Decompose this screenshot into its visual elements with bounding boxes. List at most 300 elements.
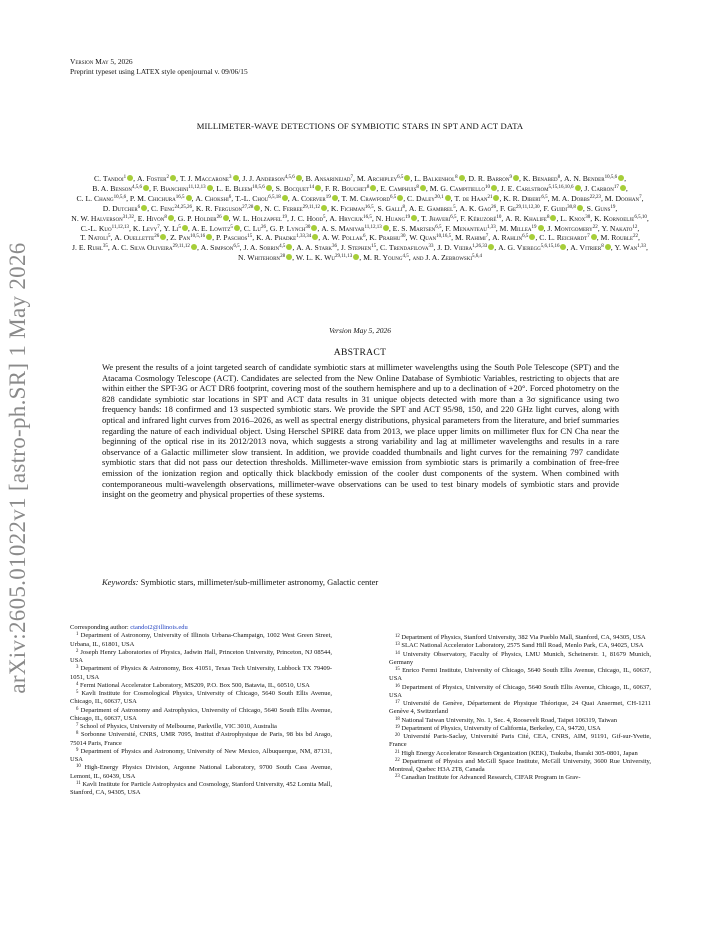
affiliation-text: Department of Physics, University of California, Berkeley, CA, 94720, USA — [401, 724, 601, 732]
affiliation-number: 12 — [395, 634, 400, 639]
author-affiliation-marks: 30,8 — [567, 204, 576, 210]
author-name — [71, 214, 134, 223]
author-affiliation-marks: 10,5,6 — [252, 184, 265, 190]
author-name-text: C. Feng — [151, 203, 175, 213]
author-name — [178, 214, 229, 223]
author-name — [292, 194, 338, 203]
author-affiliation-marks: 1 — [123, 175, 127, 180]
affiliation-number: 22 — [395, 757, 400, 763]
affiliations-left-column — [70, 624, 332, 797]
author-name-text: K. R. Ferguson — [195, 203, 243, 213]
author-affiliation-marks: 29,11,12,30 — [516, 204, 540, 210]
author-affiliation-marks: 11,12,13 — [188, 184, 206, 190]
affiliation-text: Department of Astronomy and Astrophysics, University of Chicago, 5640 South Ellis Avenue, Chicago, IL, 60637, USA — [70, 706, 333, 722]
affiliation-text: High Energy Accelerator Research Organization (KEK), Tsukuba, Ibaraki 305-0801, Japan — [401, 749, 638, 757]
author-affiliation-marks: 15 — [247, 234, 253, 240]
affiliation-entry — [70, 632, 332, 649]
author-name — [341, 243, 376, 252]
author-affiliation-marks: 11,12,13 — [364, 224, 382, 230]
author-name-text: P. Paschos — [215, 233, 248, 243]
author-name — [180, 174, 239, 183]
affiliation-entry — [389, 774, 651, 782]
author-affiliation-marks: 31,32 — [122, 214, 134, 220]
author-affiliation-marks: 5,6,15,16 — [540, 244, 560, 250]
author-name-text: A. G. Vieregg — [498, 243, 541, 253]
author-affiliation-marks: 8 — [546, 214, 550, 220]
author-name — [238, 253, 292, 262]
affiliation-number: 21 — [395, 749, 400, 755]
author-name — [270, 224, 318, 233]
affiliation-number: 13 — [395, 642, 400, 648]
author-affiliation-marks: 8 — [557, 175, 561, 180]
author-affiliation-marks: 12 — [632, 224, 638, 230]
author-name-text: K. Benabed — [522, 174, 558, 183]
author-name — [501, 184, 581, 193]
author-name — [587, 204, 616, 213]
author-name-text: N. C. Ferree — [264, 203, 303, 213]
author-name — [377, 204, 405, 213]
affiliation-entry — [70, 649, 332, 666]
affiliation-entry — [70, 707, 332, 724]
author-name-text: Y. Nakato — [601, 223, 633, 233]
affiliation-number: 14 — [395, 650, 400, 656]
author-name-text: Y. Wan — [614, 243, 638, 253]
author-name — [81, 224, 129, 233]
author-name — [615, 243, 647, 252]
author-name — [584, 184, 625, 193]
author-affiliation-marks: 6 — [362, 234, 366, 240]
author-name-text: A. K. Gao — [459, 203, 492, 213]
author-name-text: M. Rouble — [600, 233, 634, 243]
author-name-text: W. L. K. Wu — [295, 253, 335, 263]
author-affiliation-marks: 27,28 — [242, 204, 254, 210]
author-name-text: T. de Haan — [454, 193, 488, 203]
author-affiliation-marks: 10 — [496, 214, 502, 220]
author-name-text: A. S. Maniyar — [321, 223, 365, 233]
author-name — [195, 194, 231, 203]
affiliation-text: Joseph Henry Laboratories of Physics, Jadwin Hall, Princeton University, Princeton, NJ 08544, USA — [70, 648, 333, 664]
author-affiliation-marks: 35 — [102, 244, 108, 250]
author-name — [76, 194, 126, 203]
author-name-text: A. Ouellette — [114, 233, 155, 243]
author-name-text: J. Carron — [584, 183, 614, 193]
author-affiliation-marks: 36 — [332, 244, 338, 250]
author-name-text: E. Camphuis — [380, 183, 417, 193]
author-affiliation-marks: 1,33 — [637, 244, 647, 250]
author-affiliation-marks: 19 — [531, 224, 537, 230]
affiliation-list-right — [389, 634, 651, 783]
author-name-text: A. Chokshi — [195, 193, 229, 203]
affiliation-text: SLAC National Accelerator Laboratory, 2575 Sand Hill Road, Menlo Park, CA, 94025, USA — [401, 642, 644, 650]
affiliation-number: 20 — [395, 733, 400, 738]
author-name — [560, 214, 590, 223]
author-affiliation-marks: 8 — [164, 214, 167, 220]
author-affiliation-marks: 6,5 — [435, 224, 442, 230]
author-name-text: N. Whitehorn — [237, 253, 281, 263]
author-affiliation-marks: 5 — [453, 204, 456, 210]
author-name-text: C. Daley — [407, 193, 435, 203]
author-name-text: N. W. Halverson — [71, 213, 123, 223]
author-name — [380, 184, 426, 193]
author-name — [468, 174, 519, 183]
author-affiliation-marks: 7 — [485, 234, 489, 240]
author-prefix: and — [412, 253, 426, 263]
author-affiliation-marks: 1,33,34 — [296, 234, 312, 240]
author-affiliation-marks: 6 — [228, 194, 232, 200]
affiliation-entry — [70, 682, 332, 690]
affiliation-text: Université de Genève, Département de Physique Théorique, 24 Quai Ansermet, CH-1211 Genève 4, Switzerland — [389, 700, 651, 716]
author-name — [103, 204, 147, 213]
author-name-text: Y. Li — [163, 223, 179, 233]
affiliation-text: Department of Astronomy, University of Illinois Urbana-Champaign, 1002 West Green Street, Urbana, IL, 61801, USA — [70, 632, 333, 648]
author-name — [196, 204, 261, 213]
author-name — [216, 233, 252, 242]
author-name — [503, 194, 547, 203]
author-affiliation-marks: 29,11,12 — [302, 204, 321, 210]
author-name — [602, 224, 638, 233]
author-name-text: F. Guidi — [543, 203, 568, 213]
author-name — [409, 204, 456, 213]
author-name — [376, 214, 417, 223]
author-name-text: J. A. Zebrowski — [425, 253, 472, 263]
author-name-text: A. Foster — [136, 174, 167, 183]
affiliation-entry — [389, 717, 651, 725]
author-name — [460, 204, 497, 213]
author-affiliation-marks: 6,5 — [450, 214, 457, 220]
author-affiliation-marks: 8 — [455, 175, 458, 180]
affiliation-entry — [389, 700, 651, 717]
author-name — [114, 233, 166, 242]
version-label: Version May 5, 2026 — [70, 57, 133, 66]
affiliation-text: Université Paris-Saclay, Université Paris Cité, CEA, CNRS, AIM, 91191, Gif-sur-Yvette, France — [389, 733, 651, 749]
author-affiliation-marks: 7 — [350, 175, 354, 180]
author-name-text: A. N. Bender — [563, 174, 605, 183]
author-affiliation-marks: 19 — [610, 204, 616, 210]
affiliation-number: 9 — [76, 747, 79, 753]
affiliation-number: 1 — [76, 632, 79, 638]
affiliation-entry — [70, 764, 332, 781]
author-name — [523, 174, 560, 183]
author-name-text: J. Stephen — [340, 243, 372, 253]
author-name — [342, 194, 404, 203]
author-name-text: A. Coerver — [291, 193, 326, 203]
author-affiliation-marks: 16,5 — [364, 204, 374, 210]
affiliation-number: 8 — [76, 731, 79, 737]
author-name-text: K. Kornoelje — [594, 213, 635, 223]
affiliation-number: 23 — [395, 774, 400, 780]
author-name — [291, 214, 326, 223]
author-affiliation-marks: 1,33 — [486, 224, 496, 230]
author-affiliation-marks: 15 — [371, 244, 377, 250]
author-name-text: Z. Pan — [170, 233, 191, 243]
affiliation-text: Department of Physics, Stanford University, 382 Via Pueblo Mall, Stanford, CA, 94305, USA — [401, 634, 646, 641]
author-name-text: G. P. Holder — [177, 213, 217, 223]
author-name — [357, 174, 411, 183]
preprint-header — [70, 57, 248, 76]
author-name — [547, 224, 597, 233]
author-name — [321, 224, 389, 233]
author-name-text: K. Prabhu — [369, 233, 401, 243]
affiliation-number: 4 — [76, 681, 79, 687]
author-affiliation-marks: 29,11,12 — [172, 244, 190, 250]
keywords — [102, 577, 619, 587]
author-name — [94, 174, 133, 183]
author-name-text: M. Rahimi — [454, 233, 486, 243]
author-affiliation-marks: 7 — [639, 194, 642, 200]
author-name-text: J. D. Vieira — [437, 243, 473, 253]
keywords-text: Symbiotic stars, millimeter/sub-millimeter astronomy, Galactic center — [140, 577, 379, 587]
author-name-text: C. Trendafilova — [380, 243, 429, 253]
author-name — [605, 194, 642, 203]
author-name — [551, 194, 601, 203]
corresponding-email-link[interactable]: ctandoi2@illinois.edu — [130, 624, 188, 631]
affiliation-text: Department of Physics and Astronomy, University of New Mexico, Albuquerque, NM, 87131, USA — [70, 747, 332, 763]
author-affiliation-marks: 6,5 — [233, 244, 240, 250]
affiliations-right-column — [389, 634, 651, 783]
author-name-text: A. E. Gambrel — [408, 203, 454, 213]
author-affiliation-marks: 7 — [587, 234, 590, 240]
author-name — [460, 214, 501, 223]
author-name-text: B. A. Benson — [92, 183, 132, 193]
author-name — [539, 233, 596, 242]
version-date: Version May 5, 2026 — [328, 326, 392, 335]
author-name-text: A. Rahlin — [492, 233, 523, 243]
author-name-text: N. Huang — [375, 213, 406, 223]
author-affiliation-marks: 30 — [585, 214, 591, 220]
author-affiliation-marks: 6 — [137, 204, 141, 210]
author-affiliation-marks: 10,5,6 — [604, 175, 618, 180]
author-affiliation-marks: 5,6,4 — [472, 254, 482, 260]
author-name — [133, 224, 160, 233]
author-affiliation-marks: 10,5,6 — [113, 194, 127, 200]
author-name-text: C. L. Reichardt — [539, 233, 588, 243]
author-name — [170, 233, 212, 242]
author-affiliation-marks: 26 — [261, 224, 267, 230]
author-name-text: T. J. Maccarone — [179, 174, 229, 183]
affiliation-text: Enrico Fermi Institute, University of Chicago, 5640 South Ellis Avenue, Chicago, IL, 60637, USA — [389, 667, 652, 683]
author-name-text: J. A. Sobrin — [243, 243, 280, 253]
author-name-text: L. Balkenhol — [414, 174, 456, 183]
author-name-text: S. Bocquet — [275, 183, 310, 193]
author-name — [601, 233, 638, 242]
affiliation-entry — [389, 758, 651, 775]
affiliation-text: Kavli Institute for Cosmological Physics, University of Chicago, 5640 South Ellis Avenue, Chicago, IL, 60637, USA — [70, 690, 332, 706]
author-name-text: B. Ansarinejad — [305, 174, 351, 183]
author-name-text: W. L. Holzapfel — [232, 213, 282, 223]
corresponding-label: Corresponding author: — [70, 624, 131, 631]
author-name-text: L. E. Bleem — [216, 183, 253, 193]
author-name-text: S. Galli — [377, 203, 403, 213]
author-name — [256, 233, 318, 242]
affiliation-number: 16 — [395, 683, 400, 689]
author-name-text: K. Levy — [132, 223, 158, 233]
affiliation-number: 7 — [76, 723, 79, 728]
author-affiliation-marks: 9 — [509, 175, 512, 180]
author-name-text: M. G. Campitiello — [429, 183, 485, 193]
affiliation-number: 19 — [395, 724, 400, 730]
author-affiliation-marks: 6,5 — [389, 194, 397, 200]
author-name-text: W. Quan — [409, 233, 437, 243]
author-name-text: M. A. Dobbs — [551, 193, 590, 203]
affiliation-entry — [389, 684, 651, 701]
author-affiliation-marks: 19 — [405, 214, 411, 220]
author-name-text: F. Menanteau — [445, 223, 487, 233]
author-affiliation-marks: 30 — [400, 234, 406, 240]
author-name — [296, 253, 359, 262]
corresponding-author — [70, 624, 332, 632]
affiliation-entry — [389, 750, 651, 758]
affiliation-number: 2 — [76, 648, 79, 654]
author-name — [72, 243, 108, 252]
author-name-text: J. J. Anderson — [242, 174, 285, 183]
author-affiliation-marks: 7 — [157, 224, 160, 230]
author-affiliation-marks: 5,15,16,10,6 — [548, 184, 574, 190]
author-name — [201, 243, 240, 252]
author-name-text: F. R. Bouchet — [324, 183, 367, 193]
author-affiliation-marks: 17 — [613, 184, 619, 190]
author-affiliation-marks: 29,11,13 — [334, 254, 353, 260]
paper-title: MILLIMETER-WAVE DETECTIONS OF SYMBIOTIC STARS IN SPT AND ACT DATA — [196, 121, 524, 131]
affiliation-entry — [70, 690, 332, 707]
author-name — [564, 174, 624, 183]
author-name — [92, 184, 149, 193]
author-affiliation-marks: 10,16,5 — [436, 234, 452, 240]
affiliation-number: 6 — [76, 706, 79, 712]
author-name — [137, 174, 176, 183]
author-name — [296, 243, 337, 252]
affiliation-text: High-Energy Physics Division, Argonne National Laboratory, 9700 South Cass Avenue, Lemont, IL, 60439, USA — [70, 764, 333, 780]
author-affiliation-marks: 6,5 — [541, 194, 548, 200]
author-name — [264, 204, 327, 213]
author-affiliation-marks: 5 — [230, 224, 233, 230]
affiliation-number: 5 — [76, 690, 79, 695]
author-name — [192, 224, 240, 233]
affiliation-entry — [389, 667, 651, 684]
author-name — [498, 243, 566, 252]
author-name-text: K. R. Dibert — [503, 193, 542, 203]
author-name — [505, 214, 556, 223]
author-affiliation-marks: 1,26,33 — [472, 244, 488, 250]
author-name — [80, 233, 110, 242]
author-name — [409, 233, 451, 242]
author-name — [130, 194, 192, 203]
author-name — [594, 214, 647, 223]
author-affiliation-marks: 4,5,6 — [284, 175, 295, 180]
author-name-text: A. R. Khalife — [505, 213, 547, 223]
author-name-text: F. Ge — [499, 203, 517, 213]
affiliation-list-left — [70, 632, 332, 797]
author-name — [235, 194, 288, 203]
author-name-text: C.-L. Kuo — [80, 223, 112, 233]
affiliation-entry — [389, 733, 651, 750]
author-affiliation-marks: 2 — [166, 175, 169, 180]
author-name — [276, 184, 322, 193]
author-name — [454, 194, 499, 203]
author-name-text: A. E. Lowitz — [191, 223, 231, 233]
author-affiliation-marks: 10,5,16 — [190, 234, 206, 240]
author-affiliation-marks: 19 — [325, 194, 331, 200]
author-affiliation-marks: 8 — [366, 184, 370, 190]
affiliation-number: 17 — [395, 700, 400, 705]
author-affiliation-marks: 8 — [416, 184, 419, 190]
abstract-body: We present the results of a joint targeted search of candidate symbiotic stars at millimeter wavelengths using the South Pole Telescope (SPT) and the Atacama Cosmology Telescope (ACT). Candidates are selected from the New Online Database of Symbiotic Variables, restricting to objects that are within either the SPT-3G or ACT DR6 footprint, covering most of the southern hemisphere and up to a declination of +20°. Forced photometry on the 828 candidate symbiotic star locations in SPT and ACT data results in 31 unique objects detected with more than a 3σ significance using two frequency bands: 18 confirmed and 13 suspected symbiotic stars. We provide the SPT and ACT 95/98, 150, and 220 GHz light curves, along with optical and infrared light curves from 2016–2026, as well as spectral energy distributions, physical parameters from the literature, and brief summaries regarding the nature of each individual object. Using Herschel SPIRE data from 2013, we place upper limits on millimeter flux for CN Cha near the beginning of the optical rise in its 2012/2013 nova, which suggests a strong variability and lag at millimeter wavelengths and results in a rare observance of a Galactic millimeter slow transient. In addition, we provide coadded thumbnails and light curves for the remaining 797 candidate symbiotic stars that did not pass our detection thresholds. Millimeter-wave emission from symbiotic stars is primarily a combination of free-free emission of the ionization region and optically thick blackbody emission of the cooler dust components of the system. When combined with contemporaneous multi-wavelength observations, millimeter-wave observations can be used to test binary models of symbiotic stars and provide insight on the geometry and physical properties of these systems. — [102, 362, 619, 500]
affiliation-entry — [389, 642, 651, 650]
author-name — [393, 224, 442, 233]
author-name — [543, 204, 582, 213]
author-name — [500, 224, 544, 233]
author-name-text: F. Bianchini — [152, 183, 189, 193]
author-affiliation-marks: 30 — [305, 224, 311, 230]
author-name-text: J. C. Hood — [290, 213, 323, 223]
author-name-text: T. Natoli — [80, 233, 108, 243]
author-affiliation-marks: 22 — [592, 224, 598, 230]
author-affiliation-marks: 8 — [402, 204, 405, 210]
author-affiliation-marks: 16,5 — [363, 214, 372, 220]
affiliation-text: Department of Physics and McGill Space Institute, McGill University, 3600 Rue University, Montreal, Quebec H3A 2T8, Canada — [389, 757, 652, 773]
author-affiliation-marks: 22 — [633, 234, 639, 240]
author-affiliation-marks: 6,5 — [522, 234, 529, 240]
author-name-text: S. Guns — [586, 203, 611, 213]
affiliation-number: 15 — [395, 667, 400, 672]
author-affiliation-marks: 22,23 — [589, 194, 601, 200]
affiliation-text: School of Physics, University of Melbourne, Parkville, VIC 3010, Australia — [80, 723, 277, 730]
author-name-text: K. A. Phadke — [256, 233, 297, 243]
author-affiliation-marks: 4,5,6 — [132, 184, 142, 190]
author-affiliation-marks: 28 — [280, 254, 286, 260]
author-name-text: J. Montgomery — [547, 223, 593, 233]
author-affiliation-marks: 10 — [484, 184, 490, 190]
author-name-text: J. E. Carlstrom — [500, 183, 549, 193]
author-name-text: E. S. Martsen — [392, 223, 436, 233]
abstract-heading: ABSTRACT — [333, 347, 387, 358]
author-name — [331, 204, 374, 213]
author-list: C. Tandoi$^1$ , A. Foster$^2$ , T. J. Maccarone$^3$ , J. J. Anderson$^{4,5,6}$ , B. Ansarinejad$^7$, M. Archipley$^{6,5}$ , L. Balkenhol$^8$ , D. R. Barron$^9$ , K. Benabed$^8$, A. N. Bender$^{10,5,6}$ , B. A. Benson$^{4,5,6}$ , F. Bianchini$^{11,12,13}$ , L. E. Bleem$^{10,5,6}$ , S. Bocquet$^{14}$ , F. R. Bouchet$^8$ , E. Camphuis$^8$ , M. G. Campitiello$^{10}$ , J. E. Carlstrom$^{5,15,16,10,6}$ , J. Carron$^{17}$ , C. L. Chang$^{10,5,6}$, P. M. Chichura$^{16,5}$ , A. Chokshi$^6$, T.-L. Chou$^{6,5,18}$ , A. Coerver$^{19}$ , T. M. Crawford$^{6,5}$ , C. Daley$^{20,1}$ , T. de Haan$^{21}$ , K. R. Dibert$^{6,5}$, M. A. Dobbs$^{22,23}$, M. Doohan$^7$, D. Dutcher$^6$ , C. Feng$^{24,25,26}$, K. R. Ferguson$^{27,28}$ , N. C. Ferree$^{29,11,12}$ , K. Fichman$^{16,5}$, S. Galli$^8$, A. E. Gambrel$^5$, A. K. Gao$^{26}$, F. Ge$^{29,11,12,30}$, F. Guidi$^{30,8}$ , S. Guns$^{19}$, N. W. Halverson$^{31,32}$, E. Hivon$^8$ , G. P. Holder$^{26}$ , W. L. Holzapfel$^{19}$, J. C. Hood$^5$, A. Hryciuk$^{16,5}$, N. Huang$^{19}$ , T. Jhaveri$^{6,5}$, F. Kéruzoré$^{10}$, A. R. Khalife$^8$ , L. Knox$^{30}$, K. Kornoelje$^{6,5,10}$, C.-L. Kuo$^{11,12,13}$, K. Levy$^7$, Y. Li$^5$ , A. E. Lowitz$^5$ , C. Lu$^{26}$, G. P. Lynch$^{30}$ , A. S. Maniyar$^{11,12,13}$ , E. S. Martsen$^{6,5}$, F. Menanteau$^{1,33}$, M. Millea$^{19}$ , J. Montgomery$^{22}$, Y. Nakato$^{12}$, T. Natoli$^5$, A. Ouellette$^{26}$ , Z. Pan$^{10,5,16}$ , P. Paschos$^{15}$, K. A. Phadke$^{1,33,34}$ , A. W. Pollak$^6$, K. Prabhu$^{30}$, W. Quan$^{10,16,5}$, M. Rahimi$^7$, A. Rahlin$^{6,5}$ , C. L. Reichardt$^7$ , M. Rouble$^{22}$, J. E. Ruhl$^{35}$, A. C. Silva Oliveira$^{29,11,12}$ , A. Simpson$^{6,5}$, J. A. Sobrin$^{4,5}$ , A. A. Stark$^{36}$, J. Stephen$^{15}$, C. Trendafilova$^{33}$, J. D. Vieira$^{1,26,33}$ , A. G. Vieregg$^{5,6,15,16}$ , A. Vitrier$^8$ , Y. Wan$^{1,33}$, N. Whitehorn$^{28}$ , W. L. K. Wu$^{29,11,13}$ , M. R. Young$^{4,5}$, and J. A. Zebrowski$^{5,6,4}$ — [71, 174, 649, 263]
affiliation-number: 11 — [76, 780, 81, 786]
author-name — [437, 243, 494, 252]
author-name — [151, 204, 192, 213]
affiliation-text: Department of Physics, University of Chicago, 5640 South Ellis Avenue, Chicago, IL, 60637, USA — [389, 683, 651, 699]
author-name-text: T. Jhaveri — [421, 213, 451, 223]
author-name — [232, 214, 286, 223]
affiliation-text: National Taiwan University, No. 1, Sec. 4, Roosevelt Road, Taipei 106319, Taiwan — [401, 716, 617, 724]
author-name — [325, 184, 376, 193]
affiliation-number: 18 — [395, 716, 400, 722]
author-affiliation-marks: 33 — [428, 244, 434, 250]
author-affiliation-marks: 24,25,26 — [174, 204, 193, 210]
author-affiliation-marks: 26 — [216, 214, 222, 220]
author-name-text: P. M. Chichura — [129, 193, 176, 203]
author-name-text: C. Tandoi — [94, 174, 124, 183]
author-name — [455, 233, 488, 242]
author-affiliation-marks: 6,5 — [397, 175, 404, 180]
author-name — [570, 243, 610, 252]
author-name — [164, 224, 188, 233]
author-name — [244, 224, 266, 233]
author-name-text: J. E. Ruhl — [72, 243, 103, 253]
author-name — [430, 184, 497, 193]
author-name-text: M. Archipley — [356, 174, 398, 183]
affiliation-text: Fermi National Accelerator Laboratory, MS209, P.O. Box 500, Batavia, IL, 60510, USA — [80, 681, 310, 689]
author-name — [380, 243, 433, 252]
author-affiliation-marks: 20,1 — [434, 194, 444, 200]
author-affiliation-marks: 5 — [107, 234, 111, 240]
author-name — [492, 233, 535, 242]
author-affiliation-marks: 4,5 — [402, 254, 409, 260]
affiliation-entry — [389, 634, 651, 642]
affiliation-entry — [70, 748, 332, 765]
affiliation-text: Kavli Institute for Particle Astrophysics and Cosmology, Stanford University, 452 Lomita Mall, Stanford, CA, 94305, USA — [70, 780, 332, 796]
author-name-text: K. Fichman — [330, 203, 365, 213]
